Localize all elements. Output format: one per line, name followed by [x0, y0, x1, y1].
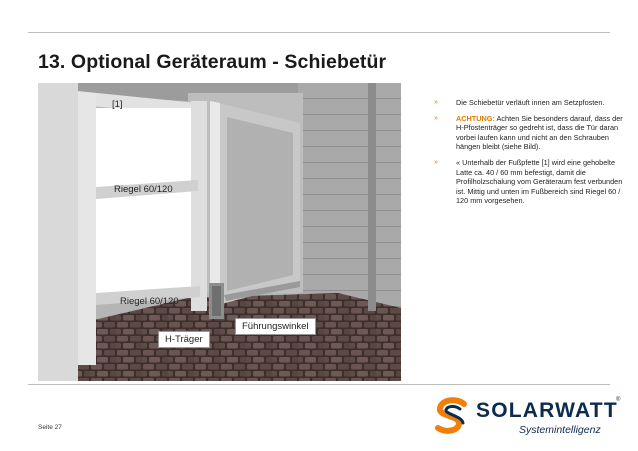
bottom-divider — [28, 384, 610, 385]
figure-marker-label: [1] — [112, 99, 123, 110]
h-traeger-label: H-Träger — [158, 331, 210, 348]
slide-title: 13. Optional Geräteraum - Schiebetür — [38, 51, 387, 73]
registered-mark: ® — [616, 397, 621, 403]
list-item — [434, 114, 626, 152]
arrow-bullet-icon: » — [434, 158, 438, 166]
solarwatt-swirl-icon — [430, 395, 474, 439]
arrow-bullet-icon: » — [434, 114, 438, 122]
bullet-text: Die Schiebetür verläuft innen am Setzpfosten. — [456, 98, 605, 107]
riegel-bottom-label: Riegel 60/120 — [120, 296, 179, 307]
bullet-text: « Unterhalb der Fußpfette [1] wird eine gehobelte Latte ca. 40 / 60 mm befestigt, damit die Profilholzschalung vom Geräteraum fest verbunden ist. Mittig und unten im Fußbereich sind Riegel 60 / 120 mm vorgesehen. — [456, 157, 623, 206]
bullet-text: Achten Sie besonders darauf, dass der H-Pfostenträger so gedreht ist, dass die Tür daran vorbei laufen kann und nicht an den Schrauben hängen bleibt (siehe Bild). — [456, 113, 623, 152]
bullet-list — [434, 98, 626, 212]
solarwatt-logo — [430, 395, 625, 443]
brand-tagline: Systemintelligenz — [519, 424, 601, 436]
arrow-bullet-icon: » — [434, 99, 438, 106]
riegel-top-label: Riegel 60/120 — [114, 184, 173, 195]
page-number: Seite 27 — [38, 424, 62, 431]
warning-label: ACHTUNG: — [456, 113, 495, 123]
top-divider — [28, 32, 610, 33]
illustration-graphic — [38, 83, 401, 381]
brand-name: SOLARWATT — [476, 399, 618, 422]
illustration-sliding-door — [38, 83, 401, 381]
fuehrungswinkel-label: Führungswinkel — [235, 318, 316, 335]
list-item — [434, 158, 626, 206]
list-item — [434, 98, 626, 108]
